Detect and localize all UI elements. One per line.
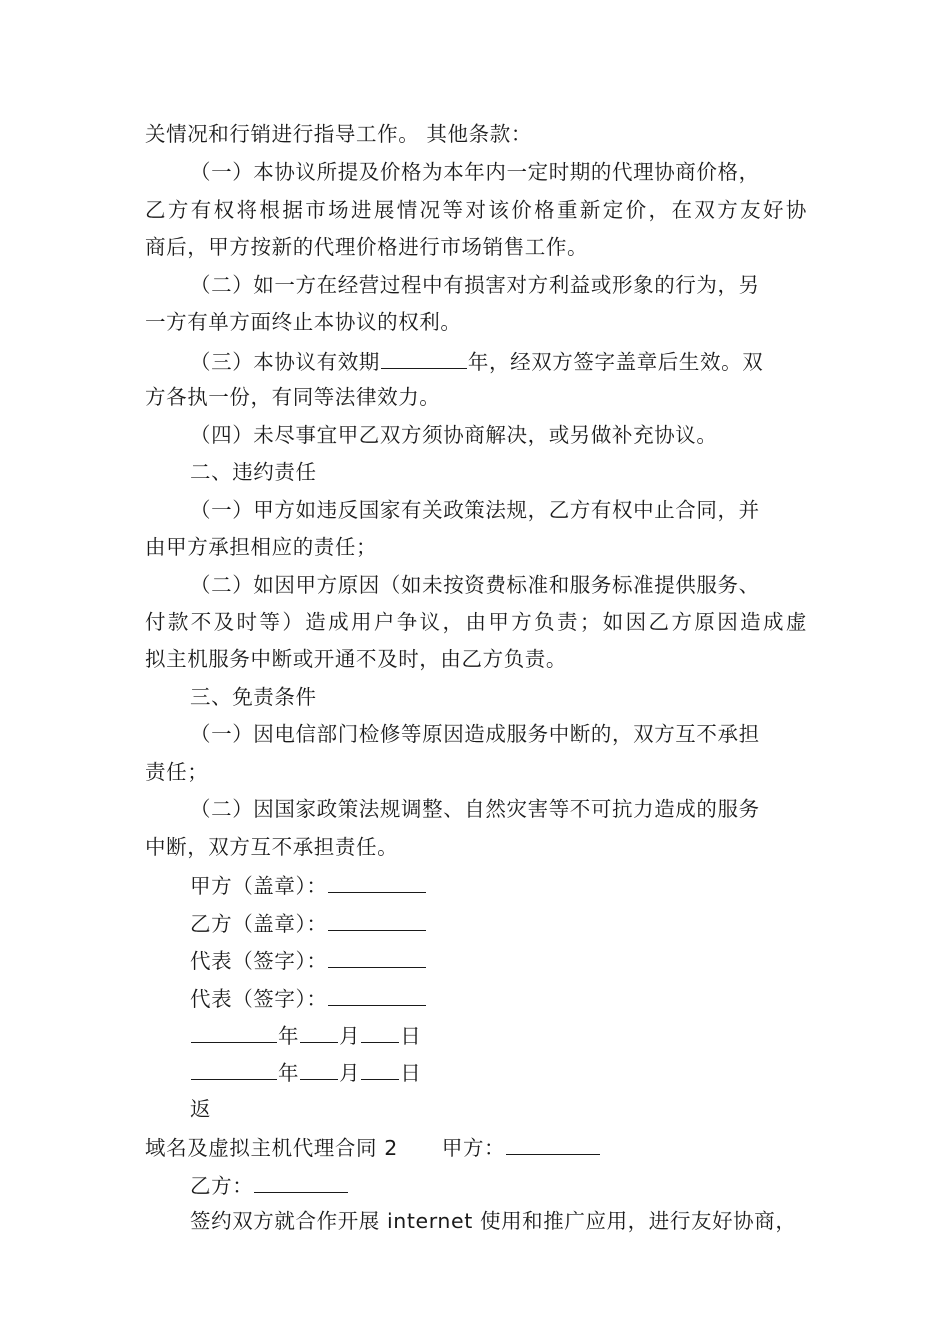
rep-sign-line-1 bbox=[190, 945, 427, 975]
signature-blank bbox=[328, 983, 426, 1006]
party-a-seal-line bbox=[190, 870, 427, 900]
year-label: 年 bbox=[278, 1061, 300, 1085]
paragraph-line: 方各执一份，有同等法律效力。 bbox=[145, 385, 441, 409]
date-line-2 bbox=[190, 1057, 421, 1087]
paragraph-line: 拟主机服务中断或开通不及时，由乙方负责。 bbox=[145, 647, 567, 671]
rep-sign-label: 代表（签字）： bbox=[190, 987, 328, 1011]
party-a-seal-label: 甲方（盖章）： bbox=[190, 874, 328, 898]
month-label: 月 bbox=[339, 1024, 361, 1048]
paragraph-line: 乙方有权将根据市场进展情况等对该价格重新定价，在双方友好协 bbox=[145, 198, 807, 222]
paragraph-line: 一方有单方面终止本协议的权利。 bbox=[145, 310, 462, 334]
clause-other-1: （一）本协议所提及价格为本年内一定时期的代理协商价格， bbox=[190, 160, 760, 184]
party-b-seal-label: 乙方（盖章）： bbox=[190, 912, 328, 936]
clause-text: （三）本协议有效期 bbox=[190, 350, 380, 374]
signature-blank bbox=[328, 945, 426, 968]
month-blank bbox=[300, 1020, 338, 1043]
term-blank bbox=[381, 346, 467, 369]
contract2-title: 域名及虚拟主机代理合同 2 bbox=[145, 1136, 398, 1160]
year-label: 年 bbox=[278, 1024, 300, 1048]
party-b-seal-line bbox=[190, 908, 427, 938]
back-link[interactable]: 返 bbox=[190, 1097, 212, 1121]
contract2-party-b-label: 乙方： bbox=[190, 1174, 254, 1198]
year-blank bbox=[191, 1020, 277, 1043]
day-label: 日 bbox=[400, 1024, 422, 1048]
date-line-1 bbox=[190, 1020, 421, 1050]
signature-blank bbox=[254, 1170, 348, 1193]
contract2-header-line bbox=[145, 1132, 601, 1162]
rep-sign-line-2 bbox=[190, 983, 427, 1013]
clause-breach-2: （二）如因甲方原因（如未按资费标准和服务标准提供服务、 bbox=[190, 573, 760, 597]
clause-other-4: （四）未尽事宜甲乙双方须协商解决，或另做补充协议。 bbox=[190, 423, 718, 447]
clause-text: 年，经双方签字盖章后生效。双 bbox=[467, 350, 764, 374]
paragraph-line: 付款不及时等）造成用户争议，由甲方负责；如因乙方原因造成虚 bbox=[145, 610, 807, 634]
month-blank bbox=[300, 1057, 338, 1080]
rep-sign-label: 代表（签字）： bbox=[190, 949, 328, 973]
signature-blank bbox=[328, 870, 426, 893]
clause-other-2: （二）如一方在经营过程中有损害对方利益或形象的行为，另 bbox=[190, 273, 760, 297]
signature-blank bbox=[328, 908, 426, 931]
day-blank bbox=[361, 1020, 399, 1043]
day-label: 日 bbox=[400, 1061, 422, 1085]
contract2-party-b-line bbox=[190, 1170, 349, 1200]
clause-breach-1: （一）甲方如违反国家有关政策法规，乙方有权中止合同，并 bbox=[190, 498, 760, 522]
section-heading-breach: 二、违约责任 bbox=[190, 460, 317, 484]
paragraph-line: 责任； bbox=[145, 760, 209, 784]
contract2-intro: 签约双方就合作开展 internet 使用和推广应用，进行友好协商， bbox=[190, 1209, 797, 1233]
paragraph-line: 关情况和行销进行指导工作。 其他条款： bbox=[145, 122, 532, 146]
clause-exemption-2: （二）因国家政策法规调整、自然灾害等不可抗力造成的服务 bbox=[190, 797, 760, 821]
paragraph-line: 由甲方承担相应的责任； bbox=[145, 535, 378, 559]
contract2-party-a-label: 甲方： bbox=[441, 1136, 506, 1160]
month-label: 月 bbox=[339, 1061, 361, 1085]
paragraph-line: 商后，甲方按新的代理价格进行市场销售工作。 bbox=[145, 235, 589, 259]
year-blank bbox=[191, 1057, 277, 1080]
day-blank bbox=[361, 1057, 399, 1080]
paragraph-line: 中断，双方互不承担责任。 bbox=[145, 835, 399, 859]
section-heading-exemption: 三、免责条件 bbox=[190, 685, 317, 709]
clause-exemption-1: （一）因电信部门检修等原因造成服务中断的，双方互不承担 bbox=[190, 722, 760, 746]
signature-blank bbox=[506, 1132, 600, 1155]
clause-other-3 bbox=[190, 346, 763, 376]
